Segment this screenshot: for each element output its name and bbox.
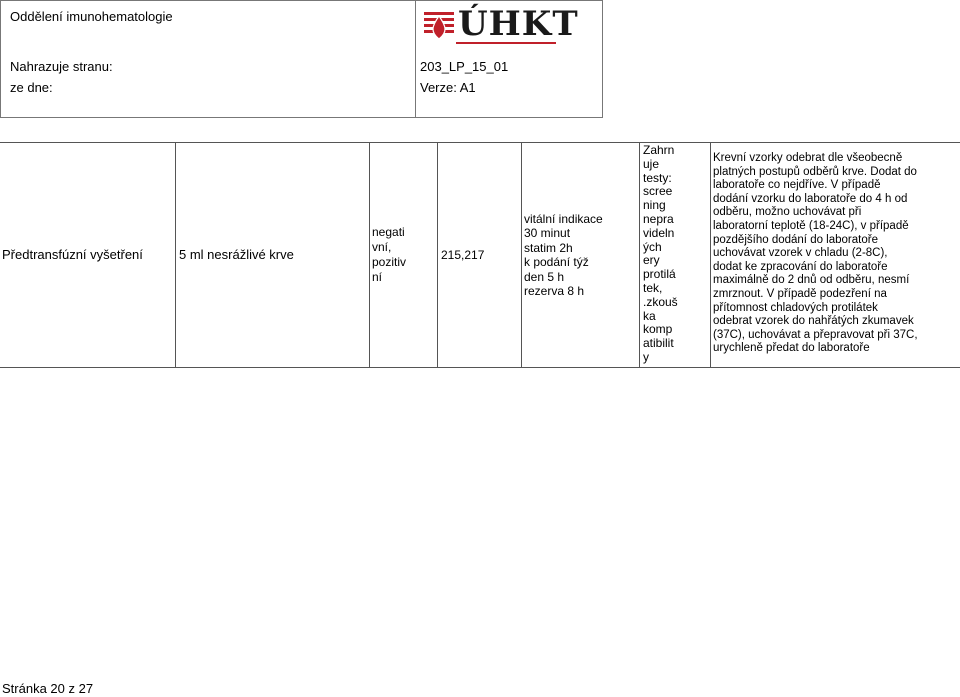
notes-line: Krevní vzorky odebrat dle všeobecně: [713, 152, 903, 164]
page-number: Stránka 20 z 27: [2, 681, 94, 696]
time-line: den 5 h: [524, 269, 565, 284]
date-label: ze dne:: [10, 80, 53, 95]
exam-name: Předtransfúzní vyšetření: [2, 247, 143, 262]
header-divider: [415, 0, 416, 117]
notes-line: maximálně do 2 dnů od odběru, nesmí: [713, 274, 910, 287]
tests-line: videln: [643, 225, 675, 240]
col-divider-4: [521, 142, 522, 368]
uhkt-logo: [420, 4, 579, 48]
code-value: 215,217: [441, 248, 485, 262]
col-divider-3: [437, 142, 438, 368]
cell-result: [372, 143, 436, 367]
tests-line: ery: [643, 253, 660, 268]
col-divider-1: [175, 142, 176, 368]
notes-line: dodat ke zpracování do laboratoře: [713, 260, 888, 273]
notes-line: přítomnost chladových protilátek: [713, 301, 878, 314]
tests-line: .zkouš: [643, 294, 678, 309]
tests-line: y: [643, 349, 649, 364]
tests-line: ning: [643, 198, 666, 213]
result-line: vní,: [372, 240, 392, 254]
version-label: Verze: A1: [420, 80, 476, 95]
tests-line: komp: [643, 322, 673, 337]
result-line: ní: [372, 270, 383, 284]
tests-line: tek,: [643, 280, 663, 295]
tests-line: protilá: [643, 267, 676, 282]
time-line: k podání týž: [524, 255, 589, 269]
notes-line: urychleně předat do laboratoře: [713, 342, 870, 355]
cell-tests: [643, 144, 709, 365]
department-name: Oddělení imunohematologie: [10, 9, 173, 24]
cell-time: [524, 143, 638, 367]
result-line: negati: [372, 225, 405, 239]
cell-exam: [2, 143, 174, 367]
tests-line: uje: [643, 156, 660, 171]
notes-line: platných postupů odběrů krve. Dodat do: [713, 165, 917, 178]
notes-line: uchovávat vzorek v chladu (2-8C),: [713, 247, 888, 260]
table-bottom-border: [0, 367, 960, 368]
notes-line: laboratorní teplotě (18-24C), v případě: [713, 219, 909, 232]
col-divider-5: [639, 142, 640, 368]
result-line: pozitiv: [372, 255, 407, 269]
cell-code: [441, 143, 519, 367]
tests-line: Zahrn: [643, 143, 675, 157]
col-divider-6: [710, 142, 711, 368]
time-line: vitální indikace: [524, 211, 603, 226]
tests-line: testy:: [643, 170, 672, 185]
tests-line: nepra: [643, 211, 674, 226]
notes-line: odebrat vzorek do nahřátých zkumavek: [713, 315, 914, 328]
notes-line: laboratoře co nejdříve. V případě: [713, 179, 881, 192]
notes-line: odběru, možno uchovávat při: [713, 206, 862, 219]
sample-type: 5 ml nesrážlivé krve: [179, 247, 294, 262]
tests-line: ka: [643, 308, 656, 323]
document-code: 203_LP_15_01: [420, 59, 509, 74]
tests-line: atibilit: [643, 336, 674, 351]
replaces-label: Nahrazuje stranu:: [10, 59, 113, 74]
time-line: rezerva 8 h: [524, 284, 585, 298]
time-line: 30 minut: [524, 226, 571, 240]
tests-line: ých: [643, 239, 662, 254]
notes-line: zmrznout. V případě podezření na: [713, 287, 887, 300]
tests-line: scree: [643, 184, 673, 199]
time-line: statim 2h: [524, 240, 573, 255]
col-divider-2: [369, 142, 370, 368]
notes-line: pozdějšího dodání do laboratoře: [713, 233, 878, 246]
cell-sample: [179, 143, 367, 367]
notes-line: dodání vzorku do laboratoře do 4 h od: [713, 192, 908, 205]
logo-text: ÚHKT: [458, 4, 579, 44]
cell-notes: [713, 152, 958, 356]
notes-line: (37C), uchovávat a přepravovat při 37C,: [713, 328, 918, 341]
